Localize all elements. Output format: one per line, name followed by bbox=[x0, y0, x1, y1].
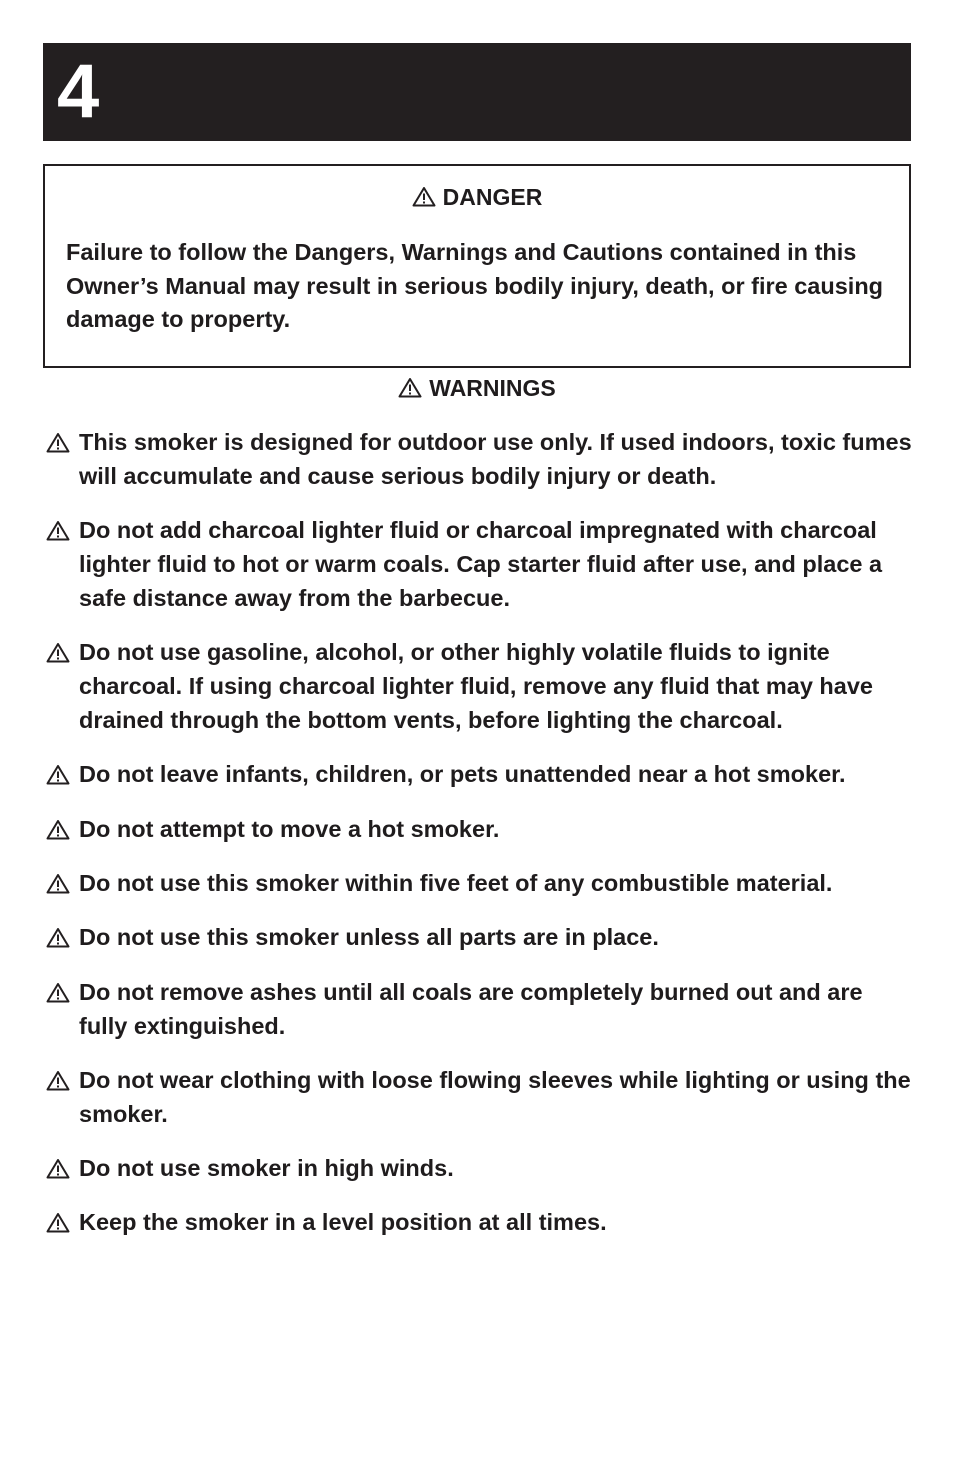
warning-triangle-icon bbox=[46, 1070, 70, 1091]
warning-text: Do not add charcoal lighter fluid or charcoal impregnated with charcoal lighter fluid to hot or warm coals. Cap starter fluid after use, and place a safe distance away from the barbecue. bbox=[79, 517, 883, 611]
danger-text: Failure to follow the Dangers, Warnings and Cautions contained in this Owner’s Manual may result in serious bodily injury, death, or fire causing damage to property. bbox=[66, 239, 884, 333]
warning-triangle-icon bbox=[46, 764, 70, 785]
warning-triangle-icon bbox=[46, 432, 70, 453]
warning-text: Do not use this smoker unless all parts are in place. bbox=[79, 924, 659, 951]
warning-item bbox=[46, 758, 912, 792]
warning-item bbox=[46, 1152, 912, 1186]
warning-triangle-icon bbox=[46, 982, 70, 1003]
danger-heading bbox=[45, 182, 909, 212]
warning-text: Do not attempt to move a hot smoker. bbox=[79, 815, 500, 842]
page-header-bar bbox=[43, 43, 911, 141]
warning-text: Do not remove ashes until all coals are completely burned out and are fully extinguished. bbox=[79, 978, 863, 1039]
warning-triangle-icon bbox=[412, 186, 436, 207]
warning-item bbox=[46, 514, 912, 615]
warnings-heading-text: WARNINGS bbox=[429, 375, 556, 401]
warning-triangle-icon bbox=[46, 642, 70, 663]
warnings-heading bbox=[43, 373, 911, 403]
warning-text: Do not leave infants, children, or pets unattended near a hot smoker. bbox=[79, 761, 846, 788]
warning-item bbox=[46, 867, 912, 901]
warning-triangle-icon bbox=[46, 819, 70, 840]
warning-triangle-icon bbox=[46, 1158, 70, 1179]
warning-item bbox=[46, 1206, 912, 1240]
warnings-list bbox=[46, 426, 912, 1261]
warning-item bbox=[46, 426, 912, 494]
warning-triangle-icon bbox=[46, 1212, 70, 1233]
warning-text: This smoker is designed for outdoor use only. If used indoors, toxic fumes will accumulate and cause serious bodily injury or death. bbox=[79, 429, 912, 489]
warning-text: Keep the smoker in a level position at all times. bbox=[79, 1209, 607, 1236]
danger-box bbox=[43, 164, 911, 368]
warning-item bbox=[46, 636, 912, 737]
warning-triangle-icon bbox=[46, 927, 70, 948]
warning-triangle-icon bbox=[46, 520, 70, 541]
page-number: 4 bbox=[57, 49, 100, 134]
danger-heading-text: DANGER bbox=[442, 184, 543, 210]
warning-text: Do not use this smoker within five feet of any combustible material. bbox=[79, 869, 833, 896]
warning-item bbox=[46, 976, 912, 1044]
warning-item bbox=[46, 813, 912, 847]
warning-text: Do not use smoker in high winds. bbox=[79, 1155, 454, 1182]
warning-item bbox=[46, 921, 912, 955]
warning-text: Do not wear clothing with loose flowing sleeves while lighting or using the smoker. bbox=[79, 1066, 911, 1127]
warning-triangle-icon bbox=[398, 377, 422, 398]
warning-triangle-icon bbox=[46, 873, 70, 894]
warning-item bbox=[46, 1064, 912, 1132]
warning-text: Do not use gasoline, alcohol, or other highly volatile fluids to ignite charcoal. If using charcoal lighter fluid, remove any fluid that may have drained through the bottom vents, before lighting the charcoal. bbox=[79, 639, 873, 733]
